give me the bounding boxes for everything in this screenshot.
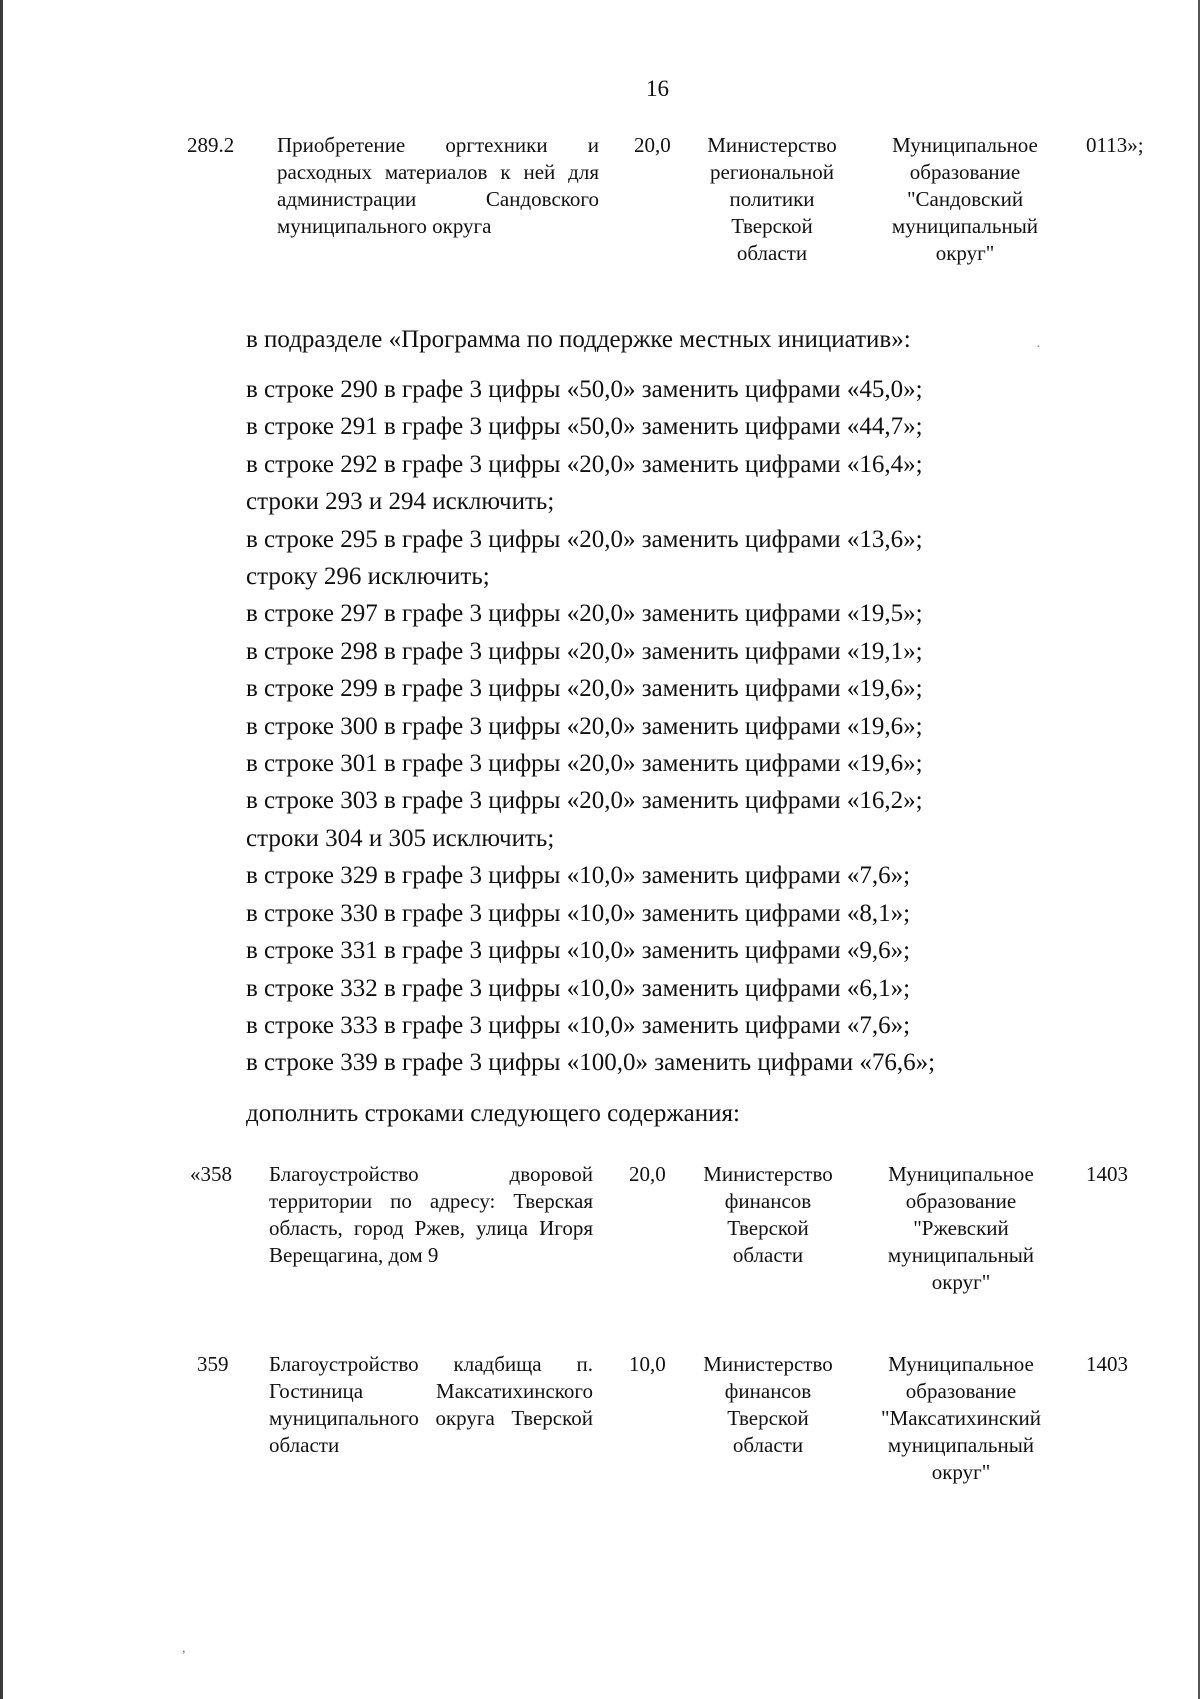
- row-number: 289.2: [187, 133, 235, 157]
- edit-line: в строке 303 в графе 3 цифры «20,0» заменить цифрами «16,2»;: [246, 787, 923, 815]
- edit-line: в строке 301 в графе 3 цифры «20,0» заменить цифрами «19,6»;: [246, 750, 923, 778]
- table-row-358: [0, 1161, 1200, 1301]
- edit-line: в строке 333 в графе 3 цифры «10,0» заменить цифрами «7,6»;: [246, 1011, 911, 1039]
- edit-line: в строке 298 в графе 3 цифры «20,0» заменить цифрами «19,1»;: [246, 637, 923, 665]
- edit-line: в строке 290 в графе 3 цифры «50,0» заменить цифрами «45,0»;: [246, 376, 923, 403]
- edit-line: в строке 297 в графе 3 цифры «20,0» заменить цифрами «19,5»;: [246, 600, 923, 628]
- edit-line: в строке 295 в графе 3 цифры «20,0» заменить цифрами «13,6»;: [246, 525, 923, 553]
- edit-line: строку 296 исключить;: [246, 563, 490, 591]
- row-code: 0113»;: [1086, 133, 1144, 157]
- edit-line: в строке 291 в графе 3 цифры «50,0» заменить цифрами «44,7»;: [246, 413, 923, 441]
- row-description: Благоустройство дворовой территории по адресу: Тверская область, город Ржев, улица Игоря Верещагина, дом 9: [269, 1162, 593, 1267]
- row-ministry: Министерство финансов Тверской области: [703, 1352, 833, 1457]
- row-amount: 20,0: [634, 133, 671, 157]
- row-recipient: Муниципальное образование "Максатихинский муниципальный округ": [881, 1352, 1041, 1484]
- row-description: Благоустройство кладбища п. Гостиница Максатихинского муниципального округа Тверской области: [269, 1352, 593, 1457]
- edit-line: в строке 299 в графе 3 цифры «20,0» заменить цифрами «19,6»;: [246, 675, 923, 703]
- row-recipient: Муниципальное образование "Ржевский муниципальный округ": [887, 1162, 1035, 1294]
- row-ministry: Министерство финансов Тверской области: [703, 1162, 833, 1267]
- page-number: 16: [646, 76, 669, 101]
- row-code: 1403: [1086, 1352, 1128, 1376]
- add-rows-heading: дополнить строками следующего содержания:: [246, 1100, 740, 1127]
- edit-line: в строке 332 в графе 3 цифры «10,0» заменить цифрами «6,1»;: [246, 974, 911, 1002]
- row-recipient: Муниципальное образование "Сандовский муниципальный округ": [891, 133, 1039, 265]
- row-ministry: Министерство региональной политики Тверской области: [707, 133, 837, 265]
- scan-speck: ·: [1036, 340, 1041, 355]
- row-number: «358: [190, 1162, 232, 1186]
- row-code: 1403: [1086, 1162, 1128, 1186]
- edit-line: строки 293 и 294 исключить;: [246, 488, 555, 516]
- edit-instructions: [246, 371, 935, 1082]
- edit-line: строки 304 и 305 исключить;: [246, 824, 555, 852]
- row-amount: 10,0: [629, 1352, 666, 1376]
- edit-line: в строке 339 в графе 3 цифры «100,0» заменить цифрами «76,6»;: [246, 1049, 936, 1077]
- table-row-289-2: [0, 132, 1200, 272]
- section-heading: в подразделе «Программа по поддержке местных инициатив»:: [246, 326, 911, 353]
- table-row-359: [0, 1351, 1200, 1491]
- edit-line: в строке 329 в графе 3 цифры «10,0» заменить цифрами «7,6»;: [246, 862, 911, 890]
- row-number: 359: [197, 1352, 229, 1376]
- edit-line: в строке 330 в графе 3 цифры «10,0» заменить цифрами «8,1»;: [246, 899, 911, 927]
- edit-line: в строке 331 в графе 3 цифры «10,0» заменить цифрами «9,6»;: [246, 937, 911, 965]
- row-description: Приобретение оргтехники и расходных материалов к ней для администрации Сандовского муниципального округа: [277, 133, 599, 238]
- scan-speck: ,: [182, 1641, 186, 1656]
- edit-line: в строке 292 в графе 3 цифры «20,0» заменить цифрами «16,4»;: [246, 450, 923, 478]
- row-amount: 20,0: [629, 1162, 666, 1186]
- edit-line: в строке 300 в графе 3 цифры «20,0» заменить цифрами «19,6»;: [246, 712, 923, 740]
